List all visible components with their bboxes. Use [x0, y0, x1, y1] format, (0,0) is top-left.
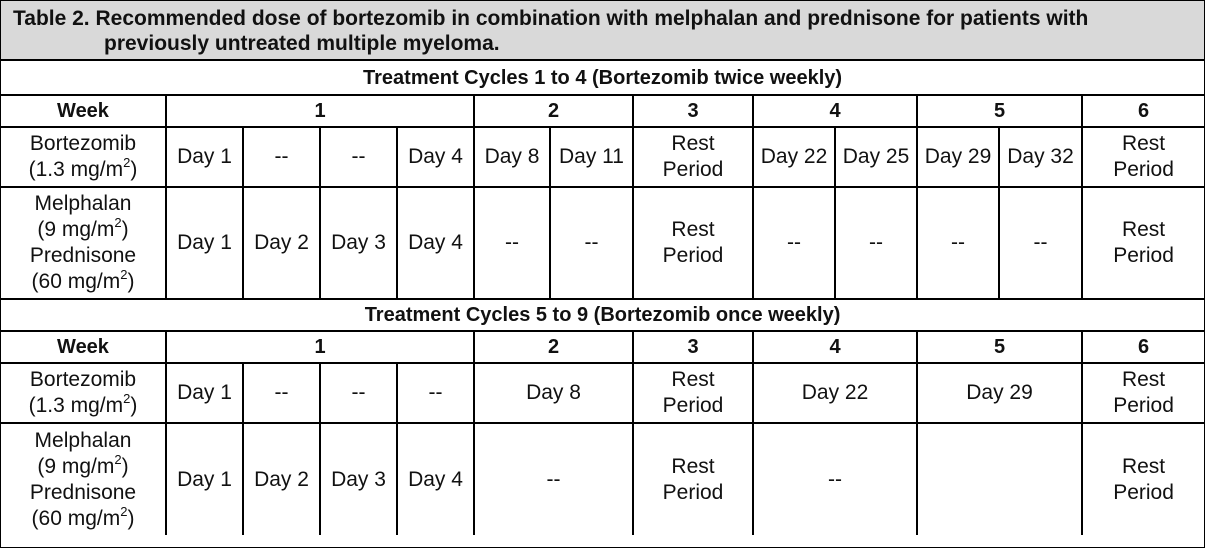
- day-cell: Day 8: [474, 363, 633, 423]
- day-cell: --: [999, 187, 1082, 299]
- week-label: Week: [1, 331, 166, 363]
- day-cell: --: [835, 187, 917, 299]
- day-cell: Day 1: [166, 127, 243, 187]
- bortezomib-label: [1, 127, 166, 187]
- bortezomib-label: [1, 363, 166, 423]
- day-cell: --: [243, 127, 320, 187]
- week-2: 2: [474, 331, 633, 363]
- week-2: 2: [474, 95, 633, 127]
- empty-cell: [917, 423, 1082, 535]
- melphalan-prednisone-row: [1, 187, 1204, 299]
- section-2-title: Treatment Cycles 5 to 9 (Bortezomib once weekly): [1, 299, 1204, 331]
- drug-name: Prednisone: [29, 244, 137, 267]
- week-row: [1, 95, 1204, 127]
- melphalan-prednisone-row: [1, 423, 1204, 535]
- week-4: 4: [753, 95, 917, 127]
- day-cell: Day 1: [166, 423, 243, 535]
- day-cell: --: [917, 187, 999, 299]
- dosing-table: [1, 61, 1204, 535]
- day-cell: Day 1: [166, 187, 243, 299]
- week-1: 1: [166, 95, 474, 127]
- rest-period-cell: Rest Period: [633, 423, 753, 535]
- rest-period-cell: Rest Period: [633, 363, 753, 423]
- day-cell: Day 11: [550, 127, 633, 187]
- rest-period-cell: Rest Period: [1082, 187, 1204, 299]
- week-4: 4: [753, 331, 917, 363]
- drug-dose: (1.3 $mg/m^2$): [28, 391, 138, 417]
- drug-dose: (1.3 $mg/m^2$): [28, 155, 138, 181]
- bortezomib-row: [1, 127, 1204, 187]
- day-cell: Day 3: [320, 187, 397, 299]
- week-6: 6: [1082, 331, 1204, 363]
- day-cell: --: [320, 127, 397, 187]
- week-1: 1: [166, 331, 474, 363]
- day-cell: Day 4: [397, 187, 474, 299]
- drug-dose: (9 $mg/m^2$): [37, 451, 129, 478]
- week-3: 3: [633, 331, 753, 363]
- bortezomib-row: [1, 363, 1204, 423]
- drug-name: Bortezomib: [29, 132, 137, 155]
- rest-period-cell: Rest Period: [1082, 363, 1204, 423]
- day-cell: Day 32: [999, 127, 1082, 187]
- rest-period-cell: Rest Period: [1082, 127, 1204, 187]
- day-cell: --: [550, 187, 633, 299]
- day-cell: Day 4: [397, 127, 474, 187]
- caption-line-2: previously untreated multiple myeloma.: [104, 32, 500, 55]
- week-6: 6: [1082, 95, 1204, 127]
- drug-name: Melphalan: [34, 428, 132, 452]
- drug-dose: (9 $mg/m^2$): [37, 215, 129, 241]
- day-cell: --: [474, 187, 550, 299]
- week-3: 3: [633, 95, 753, 127]
- table-caption: [1, 1, 1204, 61]
- day-cell: --: [474, 423, 633, 535]
- day-cell: Day 4: [397, 423, 474, 535]
- melphalan-prednisone-label: [1, 187, 166, 299]
- section-1-title: Treatment Cycles 1 to 4 (Bortezomib twice weekly): [1, 61, 1204, 95]
- day-cell: --: [753, 423, 917, 535]
- caption-line-1: Table 2. Recommended dose of bortezomib in combination with melphalan and prednisone for patients with: [13, 7, 1089, 30]
- day-cell: Day 22: [753, 363, 917, 423]
- day-cell: Day 2: [243, 423, 320, 535]
- drug-name: Prednisone: [29, 480, 137, 504]
- drug-dose: (60 $mg/m^2$): [31, 503, 135, 530]
- day-cell: Day 8: [474, 127, 550, 187]
- day-cell: Day 2: [243, 187, 320, 299]
- rest-period-cell: Rest Period: [633, 187, 753, 299]
- drug-dose: (60 $mg/m^2$): [31, 267, 135, 293]
- day-cell: --: [753, 187, 835, 299]
- day-cell: Day 1: [166, 363, 243, 423]
- day-cell: Day 29: [917, 127, 999, 187]
- drug-name: Melphalan: [34, 192, 132, 215]
- week-row: [1, 331, 1204, 363]
- drug-name: Bortezomib: [29, 368, 137, 391]
- day-cell: Day 22: [753, 127, 835, 187]
- rest-period-cell: Rest Period: [633, 127, 753, 187]
- day-cell: --: [397, 363, 474, 423]
- rest-period-cell: Rest Period: [1082, 423, 1204, 535]
- section-1-header-row: [1, 61, 1204, 95]
- melphalan-prednisone-label: [1, 423, 166, 535]
- day-cell: --: [320, 363, 397, 423]
- day-cell: Day 29: [917, 363, 1082, 423]
- week-5: 5: [917, 95, 1082, 127]
- week-5: 5: [917, 331, 1082, 363]
- day-cell: Day 25: [835, 127, 917, 187]
- section-2-header-row: [1, 299, 1204, 331]
- week-label: Week: [1, 95, 166, 127]
- day-cell: --: [243, 363, 320, 423]
- day-cell: Day 3: [320, 423, 397, 535]
